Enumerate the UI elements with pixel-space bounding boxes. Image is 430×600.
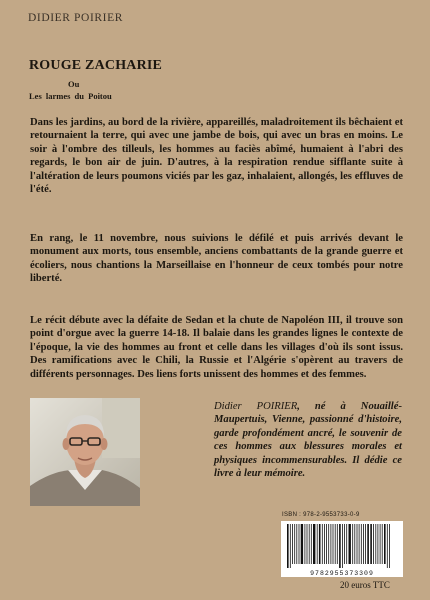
- barcode: [281, 521, 403, 577]
- bio-text: , né à Nouaillé-Maupertuis, Vienne, passionné d'histoire, garde profondément ancré, le souvenir de ces hommes aux blessures morales et physiques incommensurables. Il dédie ce livre à leur mémoire.: [214, 401, 402, 480]
- barcode-bar: [363, 524, 364, 564]
- author-portrait-image: [30, 398, 140, 506]
- barcode-bar: [344, 524, 345, 564]
- barcode-bar: [389, 524, 390, 568]
- barcode-bar: [365, 524, 366, 564]
- author-name-header: DIDIER POIRIER: [28, 12, 123, 24]
- barcode-image: [281, 521, 403, 577]
- barcode-bar: [373, 524, 374, 564]
- barcode-bar: [292, 524, 293, 564]
- barcode-bar: [294, 524, 295, 564]
- barcode-bar: [342, 524, 343, 568]
- barcode-bar: [387, 524, 388, 568]
- barcode-bar: [299, 524, 300, 564]
- barcode-bar: [370, 524, 372, 564]
- title-connector: Ou: [68, 79, 80, 89]
- barcode-bar: [307, 524, 308, 564]
- blurb-paragraph-1: Dans les jardins, au bord de la rivière, appareillés, maladroitement ils bêchaient et retournaient la terre, qui avec une jambe de bois, qui avec un bras en moins. Le soir à l'ombre des tilleuls, les hommes au faciès abîmé, humaient à l'abri des regards, le bon air de juin. D'autres, à la respiration rendue sifflante suite à l'altération de leurs poumons viciés par les gaz, inhalaient, allongés, les effluves de l'été.: [30, 117, 403, 196]
- barcode-bar: [357, 524, 358, 564]
- book-title: ROUGE ZACHARIE: [29, 58, 163, 73]
- bio-author-name: Didier POIRIER: [214, 401, 298, 412]
- barcode-bar: [375, 524, 376, 564]
- barcode-bar: [367, 524, 369, 564]
- blurb-paragraph-2: En rang, le 11 novembre, nous suivions le défilé et puis arrivés devant le monument aux morts, tous ensemble, anciens combattants de la grande guerre et écoliers, nous chantions la Marseillaise en l'honneur de ceux tombés pour notre liberté.: [30, 233, 403, 285]
- barcode-bar: [333, 524, 334, 564]
- barcode-bar: [359, 524, 360, 564]
- barcode-bar: [290, 524, 291, 568]
- blurb-paragraph-3: Le récit débute avec la défaite de Sedan et la chute de Napoléon III, il trouve son point d'orgue avec la guerre 14-18. Il balaie dans les grandes lignes le contexte de l'époque, la vie des hommes au front et celle dans les villages d'où ils sont issus. Des ramifications avec le Chili, la Russie et l'Algérie s'opèrent au travers de différents personnages. Des liens forts unissent des hommes et des femmes.: [30, 315, 403, 380]
- barcode-bar: [322, 524, 323, 564]
- barcode-bar: [339, 524, 341, 568]
- barcode-bar: [380, 524, 381, 564]
- barcode-bar: [296, 524, 297, 564]
- barcode-bar: [317, 524, 318, 564]
- barcode-bar: [309, 524, 310, 564]
- book-subtitle: Les larmes du Poitou: [29, 91, 112, 101]
- barcode-bar: [301, 524, 303, 564]
- barcode-bar: [311, 524, 312, 564]
- barcode-bar: [352, 524, 353, 564]
- barcode-bar: [319, 524, 321, 564]
- barcode-bar: [305, 524, 306, 564]
- barcode-bar: [337, 524, 338, 564]
- barcode-bar: [361, 524, 362, 564]
- barcode-digits: 9782955373309: [310, 570, 374, 577]
- barcode-bar: [335, 524, 336, 564]
- author-photo: [30, 398, 140, 506]
- barcode-bar: [287, 524, 289, 568]
- barcode-bar: [384, 524, 386, 564]
- barcode-bar: [324, 524, 325, 564]
- barcode-bar: [328, 524, 329, 564]
- barcode-bar: [346, 524, 347, 564]
- barcode-bar: [331, 524, 332, 564]
- barcode-bar: [313, 524, 315, 564]
- barcode-bar: [349, 524, 351, 564]
- isbn-label: ISBN : 978-2-9553733-0-9: [282, 512, 360, 518]
- barcode-bar: [382, 524, 383, 564]
- barcode-bar: [378, 524, 379, 564]
- price: 20 euros TTC: [340, 580, 390, 590]
- author-bio: [214, 400, 402, 480]
- barcode-bar: [354, 524, 355, 564]
- barcode-bar: [326, 524, 327, 564]
